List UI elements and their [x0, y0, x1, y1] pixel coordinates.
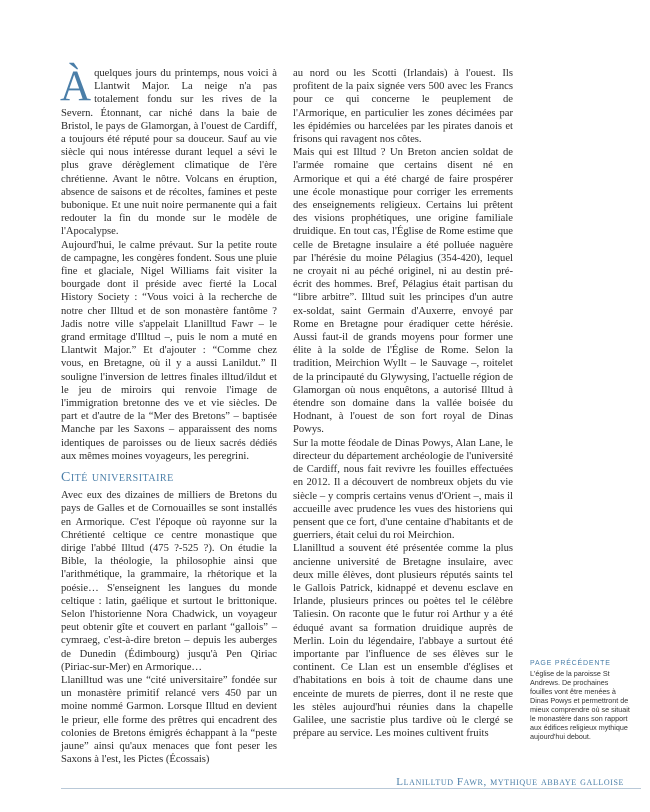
paragraph: Avec eux des dizaines de milliers de Bretons du pays de Galles et de Cornouailles se sont installés en Armorique. C'est l'époque où rayonne sur la Chrétienté celtique ce centre monastique que dirige l'abbé Illtud (475 ?-525 ?). On étudie la Bible, la théologie, la philosophie ainsi que l'arithmétique, la grammaire, la rhétorique et la poésie… S'enseignent les langues du monde celtique : latin, gaélique et surtout le brittonique. Selon l'historienne Nora Chadwick, un voyageur peut obtenir gîte et couvert en parlant “gallois” – cymraeg, c'est-à-dire breton – depuis les auberges de Dunedin (Édimbourg) jusqu'à Pen Qiriac (Piriac-sur-Mer) en Armorique…	[61, 490, 277, 673]
paragraph: Llanilltud a souvent été présentée comme la plus ancienne université de Bretagne insulaire, avec deux mille élèves, dont plusieurs réputés saints tel le Gallois Patrick, kidnappé et devenu esclave en Irlande, plusieurs princes ou poètes tel le célèbre Taliesin. On raconte que le futur roi Arthur y a été éduqué avant sa formation druidique auprès de Merlin. Loin du légendaire, l'abbaye a surtout été importante par l'influence de ses élèves sur le continent. Ce Llan est un ensemble d'églises et d'habitations en bois à toit de chaume dans une enceinte de murets de pierres, dont il ne reste que les stèles aujourd'hui réunies dans la chapelle Galilee, une sacristie plus tardive où le clergé se prépare au service. Les moines cultivent fruits	[293, 543, 513, 740]
footer-rule	[61, 788, 641, 789]
caption-text: L'église de la paroisse St Andrews. De prochaines fouilles vont être menées à Dinas Powys et permettront de mieux comprendre où se situait le monastère dans son rapport aux édifices religieux mythique aujourd'hui debout.	[530, 669, 630, 741]
opening-paragraph	[60, 63, 277, 239]
section-heading: Cité universitaire	[61, 470, 174, 486]
paragraph: Sur la motte féodale de Dinas Powys, Alan Lane, le directeur du département archéologie de l'université de Cardiff, nous fait revivre les fouilles effectuées en 2012. Il a découvert de nombreux objets du vie siècle – y compris certains venus d'Orient –, mais il accueille avec prudence les vues des historiens qui pensent que ce fort, d'une centaine d'habitants et de guerriers, était celui du roi Meirchion.	[293, 437, 513, 542]
paragraph: au nord ou les Scotti (Irlandais) à l'ouest. Ils profitent de la paix signée vers 500 avec les Francs pour ce qui concerne le peuplement de l'Armorique, en particulier les zones décimées par les épidémies ou harcelées par les pirates danois et frisons qui ravagent nos côtes.	[293, 68, 513, 146]
running-footer: Llanilltud Fawr, mythique abbaye galloise	[396, 776, 624, 788]
paragraph: Aujourd'hui, le calme prévaut. Sur la petite route de campagne, les congères fondent. Sous une pluie fine et glaciale, Nigel Williams fait visiter la bourgade dont il préside avec fierté la Local History Society : “Vous voici à la recherche de notre cher Illtud et de son monastère fantôme ? Jadis notre ville s'appelait Llanilltud Fawr – le grand ermitage d'Illtud –, puis le nom a muté en Llantwit Major.” Et d'ajouter : “Comme chez vous, en Bretagne, où il y a aussi Lanildut.” Il souligne l'inversion de lettres finales illtud/ildut et le jeu de miroirs qui renvoie l'image de l'immigration bretonne des ve et vie siècles. De part et d'autre de la “Mer des Bretons” – baptisée Manche par les Saxons – apparaissent des noms identiques de paroisses ou de lieux sacrés dédiés aux mêmes moines voyageurs, les peregrini.	[61, 239, 277, 462]
drop-cap: À	[60, 63, 92, 110]
paragraph: Mais qui est Illtud ? Un Breton ancien soldat de l'armée romaine que certains disent né en Armorique et qui a été chargé de faire prospérer une école monastique pour corriger les errements des enseignements religieux. Certains lui prêtent des visions prophétiques, une origine familiale druidique. En tout cas, l'Église de Rome estime que celle de Bretagne insulaire a été polluée naguère par l'hérésie du moine Pélagius (354-420), lequel ne croyait ni au péché originel, ni au destin pré-écrit des hommes. Bref, Pélagius était partisan du “libre arbitre”. Illtud suit les principes d'un autre ex-soldat, saint Germain d'Auxerre, envoyé par Rome en Bretagne pour éradiquer cette hérésie. Aussi faut-il de grands moyens pour former une élite à la solde de l'Église de Rome. Selon la tradition, Meirchion Wyllt – le Sauvage –, roitelet de la principauté du Glywysing, l'actuelle région de Glamorgan où nous enquêtons, a autorisé Illtud à étendre son domaine dans la vallée boisée du Hodnant, à l'ouest de son fort royal de Dinas Powys.	[293, 147, 513, 436]
paragraph: Llanilltud was une “cité universitaire” fondée sur un monastère primitif relancé vers 450 par un moine nommé Garmon. Lorsque Illtud en devient le prieur, elle forme des prêtres qui encadrent des colonies de Bretons émigrés échappant à la “peste jaune” ainsi qu'aux menaces que font peser les Saxons à l'est, les Pictes (Écossais)	[61, 674, 277, 766]
opening-paragraph-text: quelques jours du printemps, nous voici à Llantwit Major. La neige n'a pas totalement fondu sur les rives de la Severn. Étonnant, car niché dans la baie de Bristol, le pays de Glamorgan, à l'ouest de Cardiff, a toujours été réputé pour sa douceur. Sauf au vie siècle qui nous intéresse durant lequel a sévi le plus grave dérèglement climatique de l'ère chrétienne. Avant le nôtre. Volcans en éruption, absence de saisons et de récoltes, famines et peste bubonique. Et une nuit noire permanente qui a fait redouter la fin du monde sur le modèle de l'Apocalypse.	[61, 68, 277, 238]
photo-caption	[530, 659, 630, 741]
text-column-right	[293, 67, 513, 740]
text-column-left	[60, 63, 277, 766]
caption-label: PAGE PRÉCÉDENTE	[530, 660, 611, 667]
